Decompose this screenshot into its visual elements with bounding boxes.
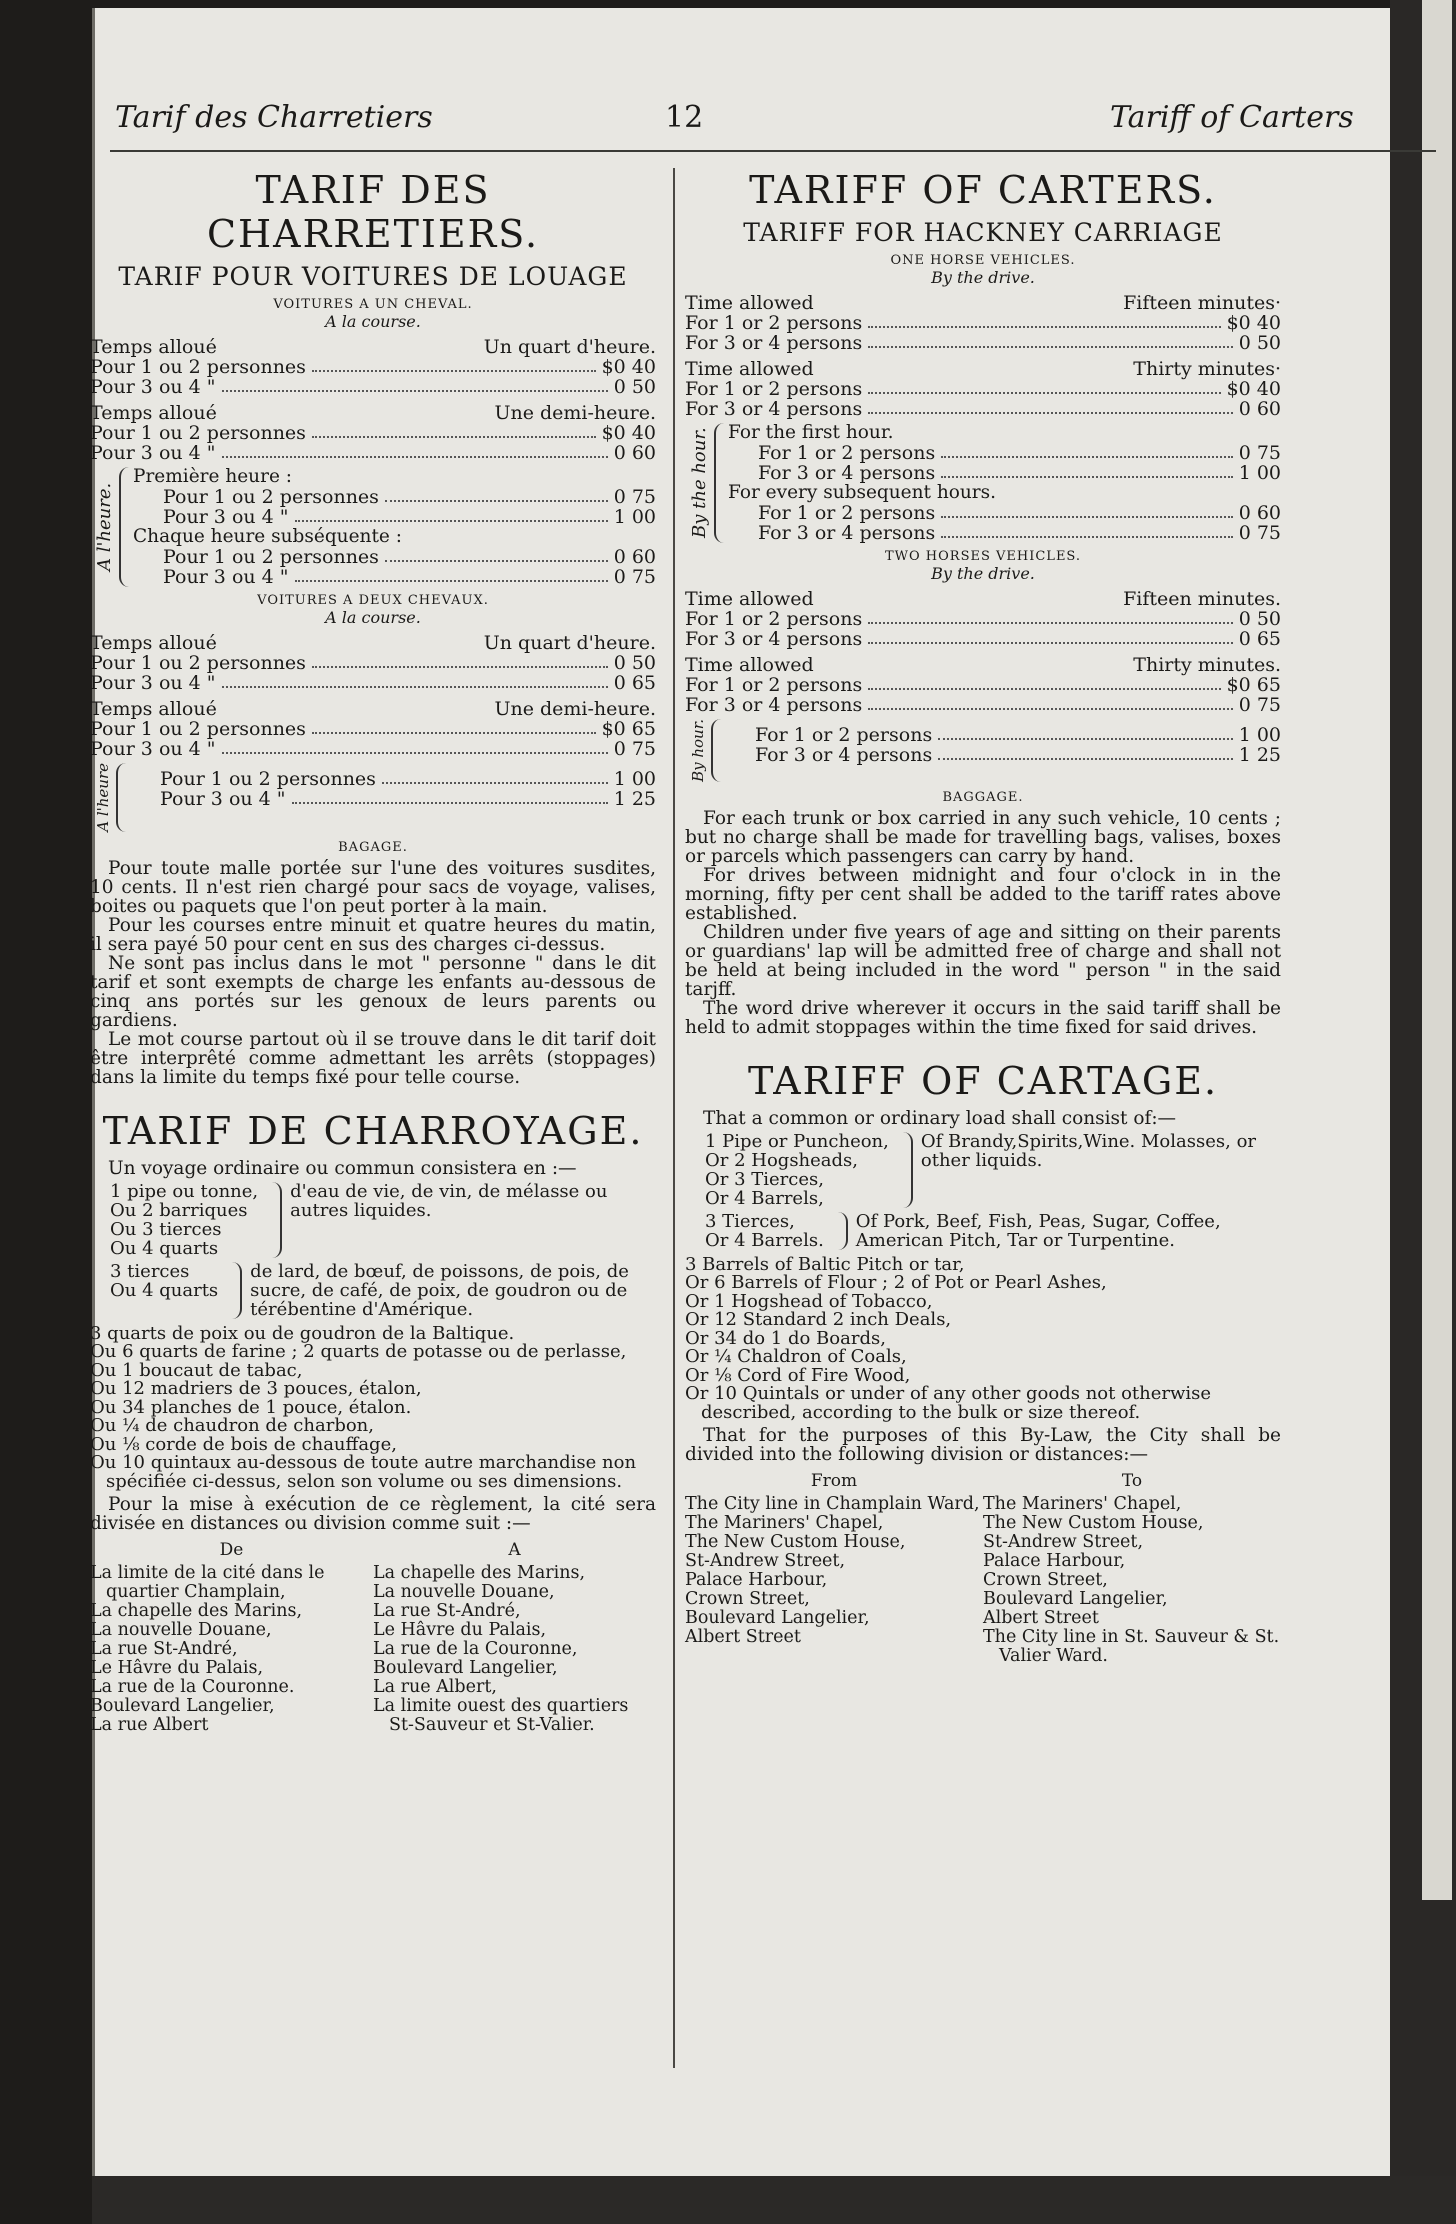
rate-label: Pour 3 ou 4 " — [160, 788, 286, 810]
hackney-subtitle: TARIFF FOR HACKNEY CARRIAGE — [743, 218, 1223, 247]
cartage-intro: That a common or ordinary load shall consist of:— — [703, 1107, 1177, 1129]
rate-label: For 1 or 2 persons — [685, 674, 863, 696]
rate-price: 0 75 — [1238, 522, 1281, 544]
rate-label: For 3 or 4 persons — [685, 398, 863, 420]
to-heading: A — [508, 1540, 521, 1561]
distance-from-item: La nouvelle Douane, — [90, 1620, 272, 1641]
page-number: 12 — [665, 100, 704, 135]
load-item: Or 1 Hogshead of Tobacco, — [685, 1290, 933, 1312]
rate-label: Pour 1 ou 2 personnes — [160, 768, 376, 790]
rate-price: 1 00 — [613, 506, 656, 528]
rate-label: Pour 1 ou 2 personnes — [90, 718, 306, 740]
hourly-label: A l'heure — [94, 763, 112, 832]
load-item: 3 Tierces, — [705, 1210, 795, 1232]
distance-to-item: St-Andrew Street, — [983, 1532, 1144, 1553]
time-allowed-value: Thirty minutes· — [1133, 358, 1281, 380]
distance-from-item: St-Andrew Street, — [685, 1551, 846, 1572]
rate-price: 0 60 — [613, 442, 656, 464]
rate-price: 0 60 — [613, 546, 656, 568]
running-head-left: Tarif des Charretiers — [115, 100, 433, 135]
time-allowed-label: Time allowed — [685, 358, 814, 380]
load-item: 3 quarts de poix ou de goudron de la Baltique. — [90, 1322, 515, 1344]
rate-label: For 1 or 2 persons — [755, 724, 933, 746]
load-item: Or 34 do 1 do Boards, — [685, 1327, 886, 1349]
distance-from-item: The New Custom House, — [685, 1532, 906, 1553]
rate-price: 0 65 — [1238, 628, 1281, 650]
load-item: Ou 4 quarts — [110, 1279, 219, 1301]
two-horse-heading: VOITURES A DEUX CHEVAUX. — [257, 593, 489, 608]
load-item: 1 pipe ou tonne, — [110, 1180, 259, 1202]
time-allowed-label: Time allowed — [685, 588, 814, 610]
hourly-group — [90, 467, 656, 587]
rate-price: 0 50 — [1238, 608, 1281, 630]
distance-to-item: La rue St-André, — [373, 1601, 521, 1622]
distance-from-item: Boulevard Langelier, — [90, 1696, 275, 1717]
rate-price: 0 60 — [1238, 398, 1281, 420]
load-item: Ou ¼ de chaudron de charbon, — [90, 1415, 374, 1437]
subsequent-hour-heading: Chaque heure subséquente : — [133, 526, 402, 547]
distance-to-item: La rue de la Couronne, — [373, 1639, 578, 1660]
load-item: Or 3 Tierces, — [705, 1168, 824, 1190]
load-item: 1 Pipe or Puncheon, — [705, 1130, 889, 1152]
column-divider — [673, 168, 675, 2068]
rate-price: 1 25 — [613, 788, 656, 810]
rate-price: 0 75 — [1238, 694, 1281, 716]
load-item: Ou 2 barriques — [110, 1199, 248, 1221]
distance-from-item: Crown Street, — [685, 1589, 810, 1610]
load-item: Ou 1 boucaut de tabac, — [90, 1359, 303, 1381]
hourly-label: By the hour. — [689, 427, 710, 539]
time-allowed-value: Fifteen minutes. — [1123, 588, 1281, 610]
distance-intro: That for the purposes of this By-Law, the City shall be divided into the following division or distances:— — [685, 1425, 1281, 1466]
time-block — [90, 699, 656, 759]
load-item: Or 2 Hogsheads, — [705, 1149, 859, 1171]
rate-price: 0 50 — [613, 652, 656, 674]
two-horse-heading: TWO HORSES VEHICLES. — [884, 549, 1082, 564]
time-block — [685, 359, 1281, 419]
time-allowed-label: Temps alloué — [90, 402, 217, 424]
load-group — [685, 1132, 1281, 1208]
time-allowed-label: Temps alloué — [90, 632, 217, 654]
one-horse-heading: VOITURES A UN CHEVAL. — [273, 297, 473, 312]
distance-from-item: The City line in Champlain Ward, — [685, 1494, 980, 1515]
distance-from-item: The Mariners' Chapel, — [685, 1513, 884, 1534]
baggage-paragraph: For drives between midnight and four o'clock in in the morning, fifty per cent shall be added to the tariff rates above established. — [685, 864, 1281, 924]
rate-label: Pour 3 ou 4 " — [90, 376, 216, 398]
by-drive-label: By the drive. — [931, 564, 1035, 583]
load-item: Ou 3 tierces — [110, 1218, 222, 1240]
time-block — [90, 633, 656, 693]
distance-table — [685, 1472, 1281, 1666]
distance-to-item: Boulevard Langelier, — [373, 1658, 558, 1679]
rate-price: $0 40 — [601, 422, 656, 444]
to-heading: To — [1121, 1471, 1143, 1492]
rate-label: For 1 or 2 persons — [685, 608, 863, 630]
cartage-title: TARIFF OF CARTAGE. — [747, 1058, 1219, 1103]
rate-price: 0 75 — [613, 566, 656, 588]
hackney-subtitle: TARIF POUR VOITURES DE LOUAGE — [118, 262, 628, 291]
distance-from-item: La limite de la cité dans le quartier Champlain, — [90, 1563, 325, 1603]
rate-price: 0 50 — [613, 376, 656, 398]
rate-price: 1 00 — [1238, 724, 1281, 746]
load-item: 3 Barrels of Baltic Pitch or tar, — [685, 1253, 965, 1275]
baggage-heading: BAGAGE. — [338, 839, 408, 855]
load-item: Ou 4 quarts — [110, 1237, 219, 1259]
hourly-label: By hour. — [689, 719, 707, 782]
load-item: Or 12 Standard 2 inch Deals, — [685, 1309, 952, 1331]
rate-label: For 3 or 4 persons — [685, 628, 863, 650]
rate-label: For 3 or 4 persons — [755, 744, 933, 766]
tariff-title: TARIF DES CHARRETIERS. — [206, 168, 540, 256]
distance-to-item: La chapelle des Marins, — [373, 1563, 586, 1584]
rate-label: Pour 1 ou 2 personnes — [163, 546, 379, 568]
baggage-paragraph: For each trunk or box carried in any such vehicle, 10 cents ; but no charge shall be made for travelling bags, valises, boxes or parcels which passengers can carry by hand. — [685, 807, 1281, 867]
hourly-group — [685, 423, 1281, 543]
rate-price: 0 75 — [613, 738, 656, 760]
load-description: de lard, de bœuf, de poissons, de pois, de sucre, de café, de poix, de goudron ou de térébentine d'Amérique. — [250, 1260, 629, 1320]
distance-from-item: La rue Albert — [90, 1715, 209, 1736]
load-group — [685, 1212, 1281, 1250]
rate-label: For 3 or 4 persons — [685, 332, 863, 354]
next-page-edge — [1422, 0, 1452, 1900]
rate-label: For 3 or 4 persons — [685, 694, 863, 716]
rate-price: $0 65 — [1226, 674, 1281, 696]
load-item: Ou ⅛ corde de bois de chauffage, — [90, 1433, 397, 1455]
rate-price: $0 40 — [601, 356, 656, 378]
distance-table — [90, 1541, 656, 1735]
rate-label: Pour 1 ou 2 personnes — [90, 422, 306, 444]
distance-to-item: La limite ouest des quartiers St-Sauveur et St-Valier. — [373, 1696, 629, 1736]
load-item: Or 4 Barrels. — [705, 1229, 824, 1251]
hourly-label: A l'heure. — [94, 482, 115, 572]
time-allowed-label: Temps alloué — [90, 336, 217, 358]
rate-price: 1 00 — [1238, 462, 1281, 484]
first-hour-heading: For the first hour. — [728, 422, 894, 443]
rate-label: For 1 or 2 persons — [758, 442, 936, 464]
time-block — [90, 337, 656, 397]
distance-to-item: Albert Street — [983, 1608, 1099, 1629]
distance-to-item: Boulevard Langelier, — [983, 1589, 1168, 1610]
rate-price: $0 40 — [1226, 378, 1281, 400]
load-item: Or 4 Barrels, — [705, 1187, 824, 1209]
rate-label: For 1 or 2 persons — [685, 312, 863, 334]
time-block — [685, 655, 1281, 715]
time-block — [90, 403, 656, 463]
tariff-title: TARIFF OF CARTERS. — [749, 168, 1217, 212]
load-group — [90, 1262, 656, 1319]
distance-to-item: The City line in St. Sauveur & St. Valier Ward. — [983, 1627, 1280, 1667]
baggage-paragraph: Ne sont pas inclus dans le mot " personne " dans le dit tarif et sont exempts de charge les enfants au-dessous de cinq ans portés sur les genoux de leurs parents ou gardiens. — [90, 952, 656, 1031]
time-allowed-value: Un quart d'heure. — [483, 336, 656, 358]
rate-label: Pour 3 ou 4 " — [163, 506, 289, 528]
time-allowed-value: Une demi-heure. — [494, 402, 656, 424]
rate-price: 0 60 — [1238, 502, 1281, 524]
rate-price: 0 75 — [613, 486, 656, 508]
time-allowed-value: Un quart d'heure. — [483, 632, 656, 654]
by-drive-label: By the drive. — [931, 268, 1035, 287]
distance-to-item: Le Hâvre du Palais, — [373, 1620, 547, 1641]
baggage-heading: BAGGAGE. — [942, 789, 1024, 805]
rate-label: Pour 3 ou 4 " — [90, 672, 216, 694]
distance-to-item: The New Custom House, — [983, 1513, 1204, 1534]
rate-label: For 1 or 2 persons — [685, 378, 863, 400]
from-heading: From — [810, 1471, 858, 1492]
rate-price: $0 65 — [601, 718, 656, 740]
distance-to-item: Crown Street, — [983, 1570, 1108, 1591]
time-allowed-value: Thirty minutes. — [1133, 654, 1281, 676]
distance-to-item: The Mariners' Chapel, — [983, 1494, 1182, 1515]
english-column — [685, 160, 1281, 1666]
french-column — [90, 160, 656, 1735]
distance-to-item: Palace Harbour, — [983, 1551, 1126, 1572]
distance-from-item: Albert Street — [685, 1627, 801, 1648]
baggage-paragraph: Le mot course partout où il se trouve dans le dit tarif doit être interprêté comme admettant les arrêts (stoppages) dans la limite du temps fixé pour telle course. — [90, 1028, 656, 1088]
subsequent-hour-heading: For every subsequent hours. — [728, 482, 997, 503]
baggage-paragraph: Children under five years of age and sitting on their parents or guardians' lap will be admitted free of charge and shall not be held at being included in the word " person " in the said tarjff. — [685, 921, 1281, 1000]
rate-label: Pour 3 ou 4 " — [163, 566, 289, 588]
one-horse-heading: ONE HORSE VEHICLES. — [890, 253, 1076, 268]
rate-label: For 3 or 4 persons — [758, 462, 936, 484]
cartage-intro: Un voyage ordinaire ou commun consistera en :— — [108, 1157, 577, 1179]
distance-from-item: La rue de la Couronne. — [90, 1677, 295, 1698]
time-allowed-value: Une demi-heure. — [494, 698, 656, 720]
from-heading: De — [219, 1540, 244, 1561]
time-block — [685, 589, 1281, 649]
load-item: 3 tierces — [110, 1260, 190, 1282]
running-head-right: Tariff of Carters — [1110, 100, 1354, 135]
distance-from-item: Boulevard Langelier, — [685, 1608, 870, 1629]
time-allowed-label: Temps alloué — [90, 698, 217, 720]
time-allowed-value: Fifteen minutes· — [1123, 292, 1281, 314]
rate-price: 0 75 — [1238, 442, 1281, 464]
load-description: Of Pork, Beef, Fish, Peas, Sugar, Coffee, American Pitch, Tar or Turpentine. — [855, 1210, 1221, 1251]
rate-label: Pour 1 ou 2 personnes — [163, 486, 379, 508]
load-group — [90, 1182, 656, 1258]
cartage-title: TARIF DE CHARROYAGE. — [102, 1108, 644, 1153]
load-item: Or ¼ Chaldron of Coals, — [685, 1346, 907, 1368]
time-block — [685, 293, 1281, 353]
distance-from-item: Palace Harbour, — [685, 1570, 828, 1591]
distance-to-item: La nouvelle Douane, — [373, 1582, 555, 1603]
by-drive-label: A la course. — [325, 312, 421, 331]
distance-intro: Pour la mise à exécution de ce règlement, la cité sera divisée en distances ou division comme suit :— — [90, 1494, 656, 1535]
rate-label: Pour 1 ou 2 personnes — [90, 356, 306, 378]
rate-label: Pour 3 ou 4 " — [90, 442, 216, 464]
baggage-paragraph: Pour les courses entre minuit et quatre heures du matin, il sera payé 50 pour cent en sus des charges ci-dessus. — [90, 914, 656, 955]
load-item: Or 6 Barrels of Flour ; 2 of Pot or Pearl Ashes, — [685, 1272, 1107, 1294]
load-description: d'eau de vie, de vin, de mélasse ou autres liquides. — [290, 1180, 608, 1221]
rate-label: Pour 1 ou 2 personnes — [90, 652, 306, 674]
load-description: Of Brandy,Spirits,Wine. Molasses, or other liquids. — [920, 1130, 1257, 1171]
load-item: Or 10 Quintals or under of any other goods not otherwise described, according to the bulk or size thereof. — [685, 1383, 1212, 1423]
rate-label: For 1 or 2 persons — [758, 502, 936, 524]
bottom-shadow — [92, 2176, 1456, 2224]
distance-to-item: La rue Albert, — [373, 1677, 497, 1698]
time-allowed-label: Time allowed — [685, 292, 814, 314]
rate-price: 1 00 — [613, 768, 656, 790]
hourly-group-two-horse — [90, 763, 656, 832]
distance-from-item: La chapelle des Marins, — [90, 1601, 303, 1622]
rate-price: $0 40 — [1226, 312, 1281, 334]
load-item: Ou 10 quintaux au-dessous de toute autre marchandise non spécifiée ci-dessus, selon son volume ou ses dimensions. — [90, 1452, 637, 1492]
baggage-paragraph: The word drive wherever it occurs in the said tariff shall be held to admit stoppages within the time fixed for said drives. — [685, 997, 1281, 1038]
header-rule — [110, 150, 1436, 152]
load-item: Or ⅛ Cord of Fire Wood, — [685, 1364, 911, 1386]
load-item: Ou 34 planches de 1 pouce, étalon. — [90, 1396, 412, 1418]
load-item: Ou 6 quarts de farine ; 2 quarts de potasse ou de perlasse, — [90, 1341, 627, 1363]
distance-from-item: La rue St-André, — [90, 1639, 238, 1660]
load-item: Ou 12 madriers de 3 pouces, étalon, — [90, 1378, 422, 1400]
rate-label: Pour 3 ou 4 " — [90, 738, 216, 760]
first-hour-heading: Première heure : — [133, 466, 293, 487]
baggage-paragraph: Pour toute malle portée sur l'une des voitures susdites, 10 cents. Il n'est rien chargé pour sacs de voyage, valises, boites ou paquets que l'on peut porter à la main. — [90, 857, 656, 917]
rate-price: 0 50 — [1238, 332, 1281, 354]
rate-price: 1 25 — [1238, 744, 1281, 766]
rate-price: 0 65 — [613, 672, 656, 694]
rate-label: For 3 or 4 persons — [758, 522, 936, 544]
distance-from-item: Le Hâvre du Palais, — [90, 1658, 264, 1679]
hourly-group-two-horse — [685, 719, 1281, 782]
time-allowed-label: Time allowed — [685, 654, 814, 676]
by-drive-label: A la course. — [325, 608, 421, 627]
